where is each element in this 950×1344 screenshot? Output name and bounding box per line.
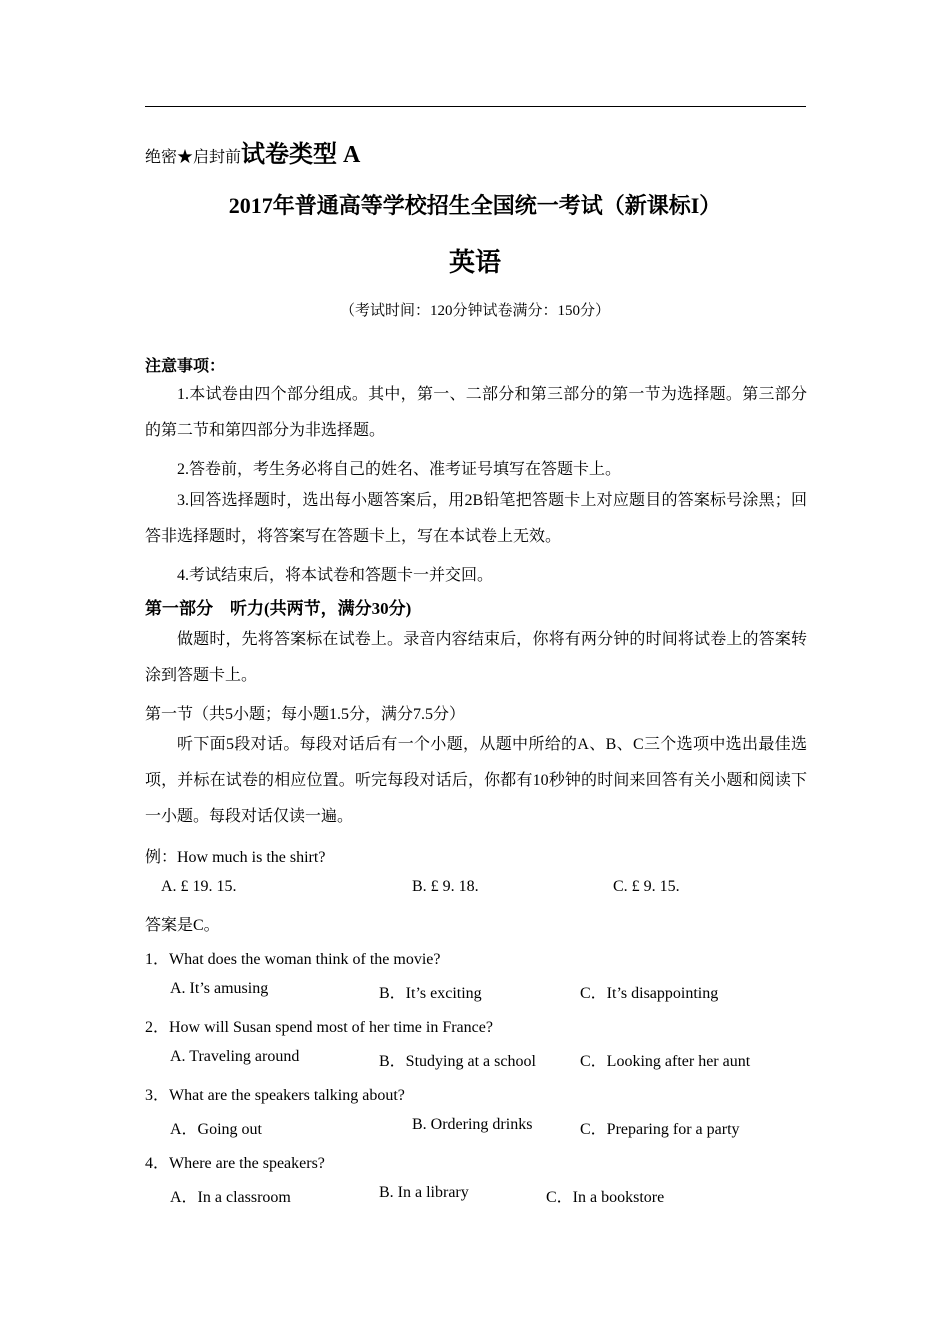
example-option-a: A. £ 19. 15.	[161, 878, 237, 895]
exam-title: 2017年普通高等学校招生全国统一考试（新课标I）	[228, 193, 722, 218]
question-4-option-a: A．In a classroom	[170, 1189, 291, 1206]
example-option-b: B. £ 9. 18.	[412, 878, 479, 895]
question-4-stem: 4．Where are the speakers?	[145, 1155, 325, 1172]
example-question: 例：How much is the shirt?	[145, 849, 326, 866]
question-4-option-c: C．In a bookstore	[546, 1189, 665, 1206]
question-2-option-b: B．Studying at a school	[379, 1053, 536, 1070]
part1-instruction: 做题时，先将答案标在试卷上。录音内容结束后，你将有两分钟的时间将试卷上的答案转涂到答题卡上。	[145, 631, 807, 684]
question-1-option-a: A. It’s amusing	[170, 980, 269, 997]
subject-title: 英语	[448, 248, 501, 277]
question-3-option-b: B. Ordering drinks	[412, 1116, 533, 1133]
question-4-option-b: B. In a library	[379, 1184, 469, 1201]
question-2-option-a: A. Traveling around	[170, 1048, 300, 1065]
question-2-option-c: C．Looking after her aunt	[580, 1053, 751, 1070]
question-1-option-c: C．It’s disappointing	[580, 985, 719, 1002]
section1-heading: 第一节（共5小题；每小题1.5分，满分7.5分）	[145, 706, 466, 723]
example-option-c: C. £ 9. 15.	[613, 878, 680, 895]
notice-item-1: 1.本试卷由四个部分组成。其中，第一、二部分和第三部分的第一节为选择题。第三部分的第二节和第四部分为非选择题。	[145, 386, 807, 439]
notice-heading: 注意事项：	[145, 358, 226, 375]
top-rule	[145, 106, 806, 107]
header-line	[145, 134, 360, 168]
notice-item-4: 4.考试结束后，将本试卷和答题卡一并交回。	[177, 567, 494, 584]
secret-label: 绝密★启封前	[145, 149, 242, 166]
notice-item-2: 2.答卷前，考生务必将自己的姓名、准考证号填写在答题卡上。	[177, 461, 622, 478]
section1-instruction: 听下面5段对话。每段对话后有一个小题，从题中所给的A、B、C三个选项中选出最佳选项，并标在试卷的相应位置。听完每段对话后，你都有10秒钟的时间来回答有关小题和阅读下一小题。每段对话仅读一遍。	[145, 736, 807, 825]
paper-type: 试卷类型 A	[241, 142, 361, 168]
part1-heading: 第一部分 听力(共两节，满分30分)	[145, 599, 412, 618]
question-3-option-a: A．Going out	[170, 1121, 263, 1138]
example-answer: 答案是C。	[145, 917, 220, 934]
question-1-option-b: B．It’s exciting	[379, 985, 482, 1002]
question-1-stem: 1．What does the woman think of the movie?	[145, 951, 441, 968]
question-2-stem: 2．How will Susan spend most of her time in France?	[145, 1019, 493, 1036]
question-3-option-c: C．Preparing for a party	[580, 1121, 740, 1138]
notice-item-3: 3.回答选择题时，选出每小题答案后，用2B铅笔把答题卡上对应题目的答案标号涂黑；回答非选择题时，将答案写在答题卡上，写在本试卷上无效。	[145, 492, 807, 545]
question-3-stem: 3．What are the speakers talking about?	[145, 1087, 405, 1104]
exam-info: （考试时间：120分钟试卷满分：150分）	[339, 303, 610, 319]
